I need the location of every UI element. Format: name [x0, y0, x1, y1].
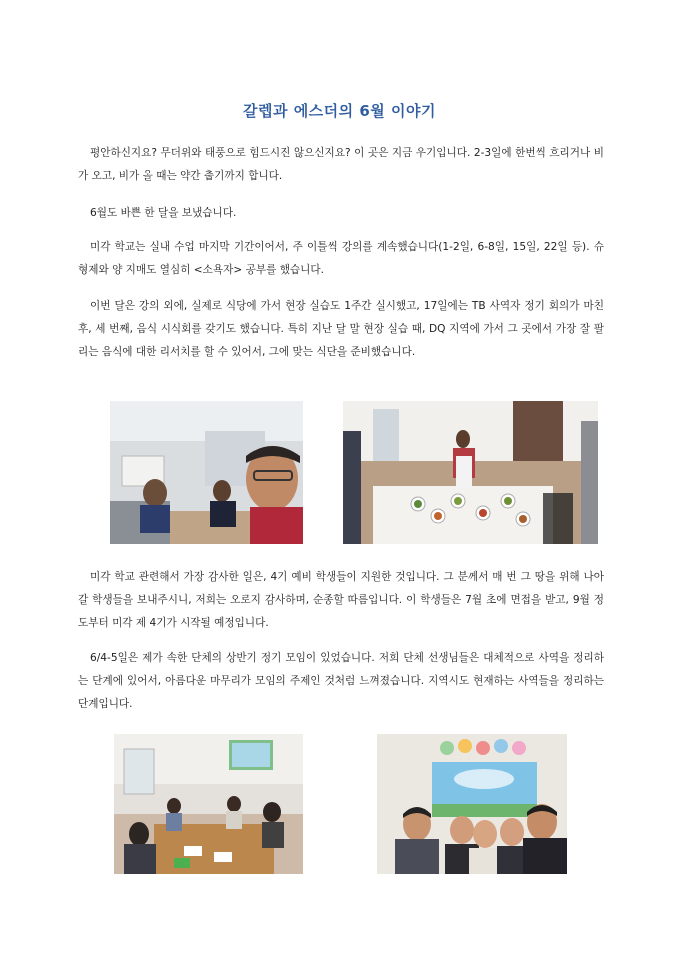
paragraph-field-practice: 이번 달은 강의 외에, 실제로 식당에 가서 현장 실습도 1주간 실시했고, 17일에는 TB 사역자 정기 회의가 마친 후, 세 번째, 음식 시식회를 갖기도 했습니다. 특히 지난 달 말 현장 실습 때, DQ 지역에 가서 그 곳에서 가장 잘 팔리는 음식에 대한 리서치를 할 수 있어서, 그에 맞는 식단을 준비했습니다.: [78, 300, 604, 358]
paragraph-june-busy: 6월도 바쁜 한 달을 보냈습니다.: [90, 207, 237, 219]
paragraph-new-students: 미각 학교 관련해서 가장 감사한 일은, 4기 예비 학생들이 지원한 것입니다. 그 분께서 매 번 그 땅을 위해 나아갈 학생들을 보내주시니, 저희는 오로지 감사하며, 순종할 따름입니다. 이 학생들은 7월 초에 면접을 받고, 9월 정도부터 미각 제 4기가 시작될 예정입니다.: [78, 571, 604, 629]
photo-food-tasting: [343, 401, 598, 544]
photo-classroom-selfie: [110, 401, 303, 544]
photo-meeting-table: [114, 734, 303, 874]
document-title: 갈렙과 에스더의 6월 이야기: [243, 102, 436, 120]
photo-group-selfie: [377, 734, 567, 874]
paragraph-org-meeting: 6/4-5일은 제가 속한 단체의 상반기 정기 모임이 있었습니다. 저희 단체 선생님들은 대체적으로 사역을 정리하는 단계에 있어서, 아름다운 마무리가 모임의 주제인 것처럼 느껴졌습니다. 지역시도 현재하는 사역들을 정리하는 단계입니다.: [78, 652, 604, 710]
paragraph-school-classes: 미각 학교는 실내 수업 마지막 기간이어서, 주 이틀씩 강의를 계속했습니다(1-2일, 6-8일, 15일, 22일 등). 슈 형제와 양 지매도 열심히 <소욕자> 공부를 했습니다.: [78, 241, 604, 276]
paragraph-greeting: 평안하신지요? 무더위와 태풍으로 힘드시진 않으신지요? 이 곳은 지금 우기입니다. 2-3일에 한번씩 흐리거나 비가 오고, 비가 올 때는 약간 춥기까지 합니다.: [78, 147, 604, 182]
